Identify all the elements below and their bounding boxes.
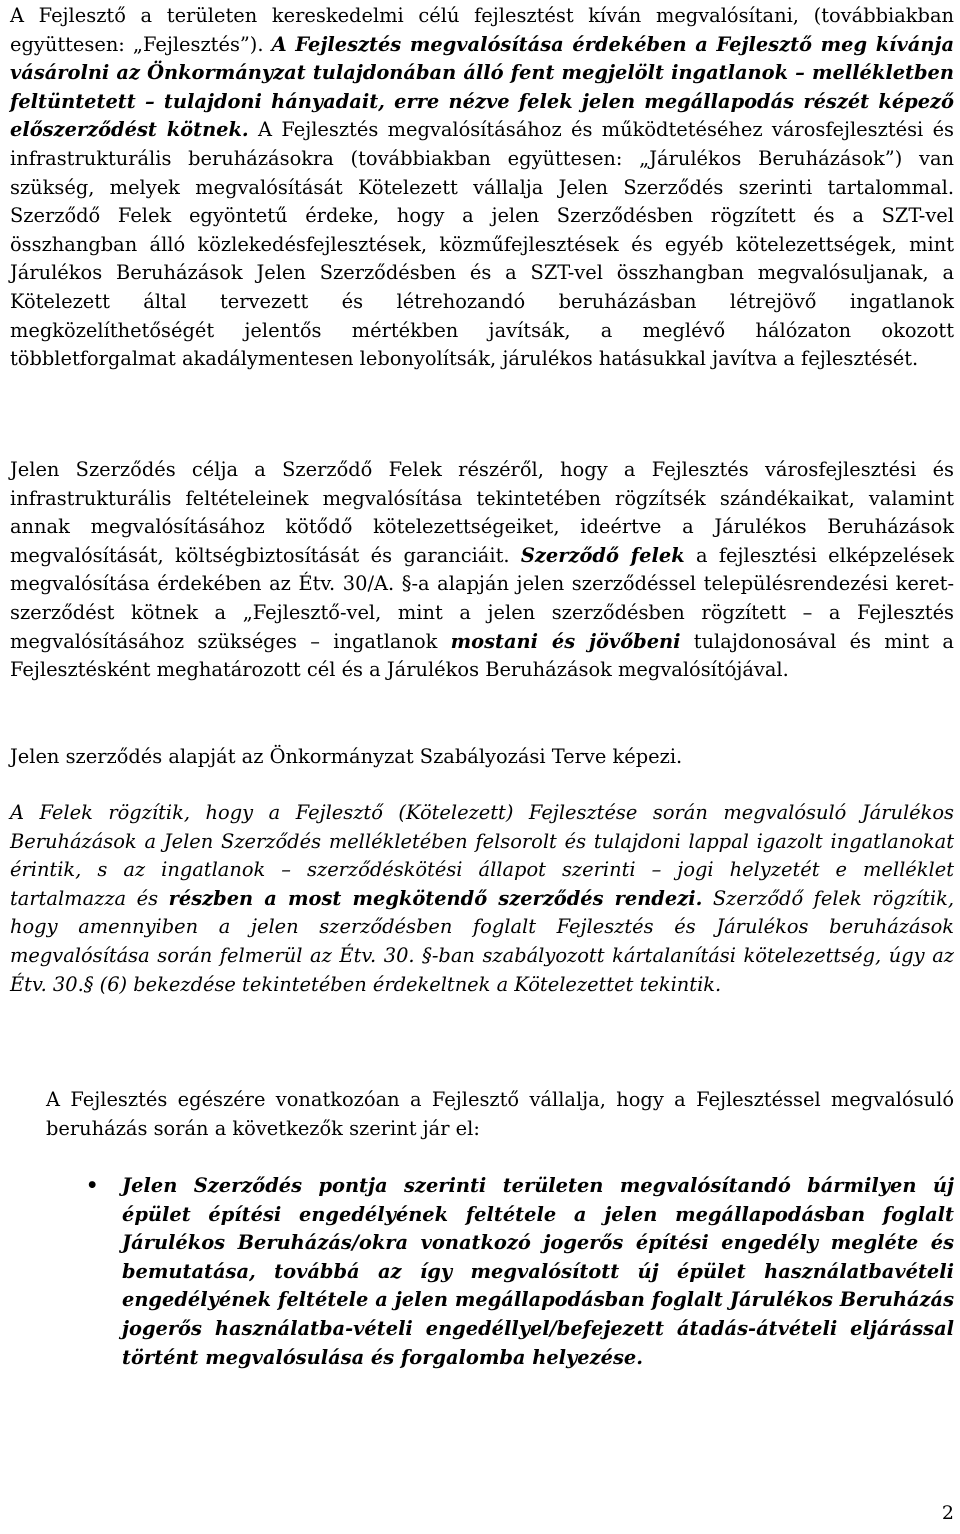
paragraph-2 [10, 456, 954, 685]
paragraph-2-emphasis-owners: mostani és jövőbeni [450, 629, 681, 653]
paragraph-1 [10, 2, 954, 374]
bullet-icon: • [86, 1174, 99, 1197]
paragraph-2-part-5: tulajdonosával és mint a Fejlesztésként meghatározott cél és a Járulékos Beruházások megvalósítójával. [10, 629, 954, 682]
paragraph-4-part-1: A Felek rögzítik, hogy a Fejlesztő (Kötelezett) Fejlesztése során megvalósuló Járulékos Beruházások a Jelen Szerződés mellékletében felsorolt és tulajdoni lappal igazolt ingatlanokat érintik, s az ingatlanok – szerződéskötési állapot szerinti – jogi helyzetét e melléklet tartalmazza és [10, 801, 954, 910]
paragraph-2-emphasis-parties: Szerződő felek [520, 543, 685, 567]
paragraph-1-sentence-3: A Fejlesztés megvalósításához és működtetéséhez városfejlesztési és infrastrukturális beruházásokra (továbbiakban együttesen: „Járulékos Beruházások”) van szükség, melyek megvalósítását Kötelezett vállalja Jelen Szerződés szerinti tartalommal. Szerződő Felek egyöntetű érdeke, hogy a jelen Szerződésben rögzített és a SZT-vel összhangban álló közlekedésfejlesztések, közműfejlesztések és egyéb kötelezettségek, mint Járulékos Beruházások Jelen Szerződésben és a SZT-vel összhangban megvalósuljanak, a Kötelezett által tervezett és létrehozandó beruházásban létrejövő ingatlanok megközelíthetőségét jelentős mértékben javítsák, a meglévő hálózaton okozott többletforgalmat akadálymentesen lebonyolítsák, járulékos hatásukkal javítva a fejlesztését. [10, 118, 954, 371]
page-number: 2 [941, 1502, 954, 1524]
paragraph-4-part-3: Szerződő felek rögzítik, hogy amennyiben a jelen szerződésben foglalt Fejlesztés és Járulékos beruházások megvalósítása során felmerül az Étv. 30. §-ban szabályozott kártalanítási kötelezettség, úgy az Étv. 30.§ (6) bekezdése tekintetében érdekeltnek a Kötelezettet tekintik. [10, 886, 954, 996]
paragraph-4 [10, 799, 954, 999]
paragraph-1-sentence-1: A Fejlesztő a területen kereskedelmi célú fejlesztést kíván megvalósítani, (továbbiakban együttesen: „Fejlesztés”). [10, 4, 954, 56]
list-item-text: Jelen Szerződés pontja szerinti területen megvalósítandó bármilyen új épület építési engedélyének feltétele a jelen megállapodásban foglalt Járulékos Beruházás/okra vonatkozó jogerős építési engedély megléte és bemutatása, továbbá az így megvalósított új épület használatbavételi engedélyének feltétele a jelen megállapodásban foglalt Járulékos Beruházás jogerős használatba-vételi engedéllyel/befejezett átadás-átvételi eljárással történt megvalósulása és forgalomba helyezése. [122, 1174, 954, 1369]
paragraph-1-emphasis: A Fejlesztés megvalósítása érdekében a Fejlesztő meg kívánja vásárolni az Önkormányzat tulajdonában álló fent megjelölt ingatlanok – mellékletben feltüntetett – tulajdoni hányadait, erre nézve felek jelen megállapodás részét képező előszerződést kötnek. [10, 32, 955, 142]
paragraph-2-part-1: Jelen Szerződés célja a Szerződő Felek részéről, hogy a Fejlesztés városfejlesztési és infrastrukturális feltételeinek megvalósítása tekintetében rögzítsék szándékaikat, valamint annak megvalósításához kötődő kötelezettségeiket, ideértve a Járulékos Beruházások megvalósítását, költségbiztosítását és garanciáit. [10, 458, 954, 567]
obligation-list [84, 1172, 954, 1372]
paragraph-4-emphasis: részben a most megkötendő szerződés rendezi. [168, 886, 703, 910]
paragraph-5: A Fejlesztés egészére vonatkozóan a Fejlesztő vállalja, hogy a Fejlesztéssel megvalósuló beruházás során a következők szerint jár el: [46, 1088, 954, 1140]
list-item [84, 1172, 954, 1372]
paragraph-2-part-3: a fejlesztési elképzelések megvalósítása érdekében az Étv. 30/A. §-a alapján jelen szerződéssel településrendezési keret-szerződést kötnek a „Fejlesztő-vel, mint a jelen szerződésben rögzített – a Fejlesztés megvalósításához szükséges – ingatlanok [10, 543, 954, 653]
paragraph-3: Jelen szerződés alapját az Önkormányzat Szabályozási Terve képezi. [10, 745, 683, 768]
